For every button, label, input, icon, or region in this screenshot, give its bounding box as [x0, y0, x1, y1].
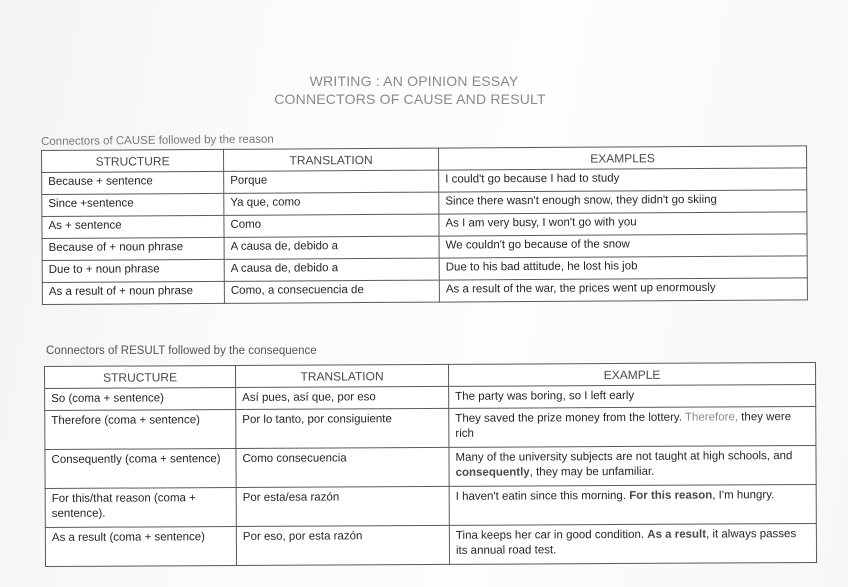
table-row [45, 523, 816, 566]
example-cell [449, 484, 816, 525]
example-text: The party was boring, so I left early [455, 389, 635, 403]
translation-cell: A causa de, debido a [224, 236, 439, 259]
translation-cell: Como consecuencia [236, 447, 449, 487]
example-cell: I could't go because I had to study [439, 168, 807, 192]
table-row [45, 445, 816, 488]
structure-cell: Because of + noun phrase [42, 237, 224, 260]
structure-cell: Because + sentence [42, 171, 224, 194]
example-cell [449, 384, 816, 408]
column-header-structure: STRUCTURE [45, 365, 236, 388]
structure-cell: For this/that reason (coma + sentence). [45, 487, 236, 527]
document-title: WRITING : AN OPINION ESSAY [309, 73, 519, 89]
translation-cell: A causa de, debido a [224, 258, 439, 281]
example-text: They saved the prize money from the lottery. [455, 411, 685, 425]
translation-cell: Por lo tanto, por consiguiente [236, 408, 449, 448]
document-subtitle: CONNECTORS OF CAUSE AND RESULT [274, 91, 546, 107]
structure-cell: Since +sentence [42, 193, 224, 216]
example-cell [449, 523, 816, 564]
example-text: they were rich [455, 411, 792, 440]
translation-cell: Ya que, como [224, 192, 439, 215]
result-section-caption: Connectors of RESULT followed by the consequence [46, 345, 317, 357]
example-text: , they may be unfamiliar. [529, 465, 655, 479]
table-row [42, 278, 807, 305]
translation-cell: Por esta/esa razón [236, 486, 449, 526]
example-connector: As a result [647, 528, 707, 541]
translation-cell: Como, a consecuencia de [224, 280, 439, 303]
translation-cell: Porque [224, 170, 439, 193]
column-header-structure: STRUCTURE [42, 149, 224, 172]
column-header-translation: TRANSLATION [223, 148, 438, 171]
example-cell: Since there wasn't enough snow, they didn't go skiing [439, 190, 807, 214]
structure-cell: As a result (coma + sentence) [45, 526, 236, 566]
example-cell: As I am very busy, I won't go with you [439, 212, 807, 236]
structure-cell: So (coma + sentence) [45, 387, 236, 410]
example-text: Many of the university subjects are not taught at high schools, and [455, 450, 793, 464]
example-cell [449, 445, 816, 486]
example-connector: Therefore, [684, 411, 739, 424]
translation-cell: Por eso, por esta razón [236, 525, 449, 565]
structure-cell: As + sentence [42, 215, 224, 238]
column-header-translation: TRANSLATION [236, 364, 449, 387]
cause-connectors-table [41, 145, 808, 305]
table-row [45, 484, 816, 527]
structure-cell: Consequently (coma + sentence) [45, 448, 236, 488]
example-text: , I'm hungry. [712, 489, 775, 502]
example-text: I haven't eatin since this morning. [455, 489, 630, 503]
cause-section-caption: Connectors of CAUSE followed by the reason [41, 133, 274, 148]
example-connector: For this reason [629, 489, 713, 502]
column-header-example: EXAMPLE [448, 362, 815, 386]
structure-cell: As a result of + noun phrase [42, 281, 224, 304]
example-cell: Due to his bad attitude, he lost his job [439, 256, 807, 280]
translation-cell: Así pues, así que, por eso [236, 386, 449, 409]
example-cell [449, 406, 816, 447]
result-connectors-table [44, 362, 817, 567]
translation-cell: Como [224, 214, 439, 237]
structure-cell: Therefore (coma + sentence) [45, 409, 236, 449]
table-row [45, 406, 816, 449]
example-text: Tina keeps her car in good condition. [455, 528, 648, 542]
column-header-examples: EXAMPLES [438, 146, 806, 170]
example-cell: As a result of the war, the prices went up enormously [439, 278, 807, 302]
example-connector: consequently [455, 466, 530, 479]
example-cell: We couldn't go because of the snow [439, 234, 807, 258]
example-text: , it always passes its annual road test. [455, 528, 797, 557]
structure-cell: Due to + noun phrase [42, 259, 224, 282]
